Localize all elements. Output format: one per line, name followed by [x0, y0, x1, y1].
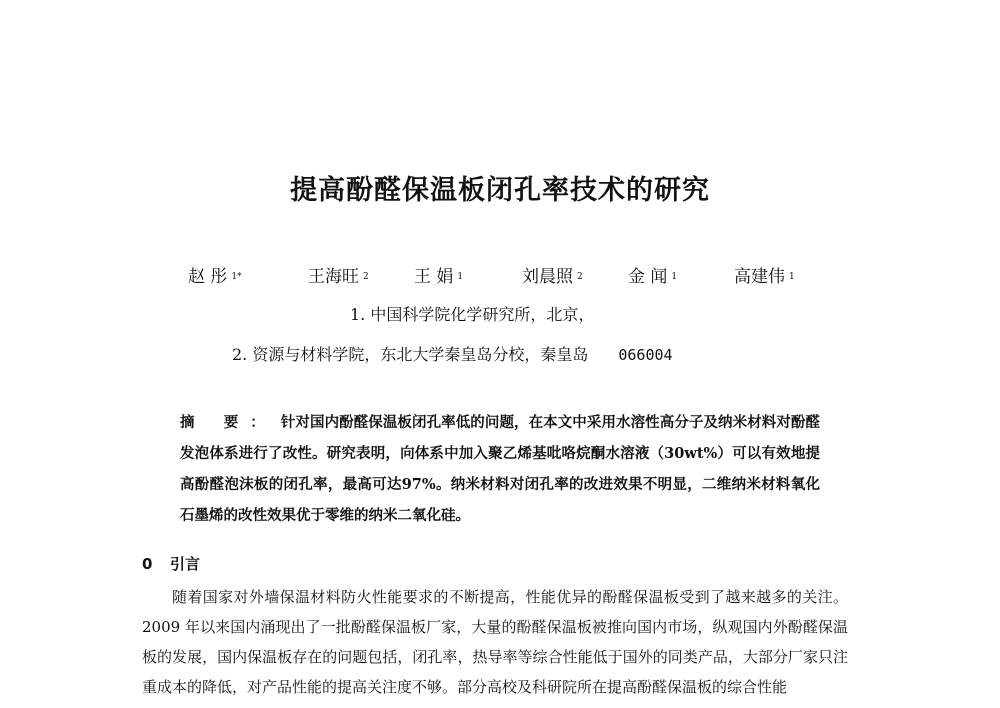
body-paragraph: 随着国家对外墙保温材料防火性能要求的不断提高，性能优异的酚醛保温板受到了越来越多的关注。2009 年以来国内涌现出了一批酚醛保温板厂家，大量的酚醛保温板被推向国内市场，纵观国内外酚醛保温板的发展，国内保温板存在的问题包括，闭孔率，热导率等综合性能低于国外的同类产品，大部分厂家只注重成本的降低，对产品性能的提高关注度不够。部分高校及科研院所在提高酚醛保温板的综合性能: [142, 588, 848, 696]
affiliation-1: [350, 302, 594, 325]
abstract: [180, 407, 820, 531]
author-affiliation-mark: 1: [457, 272, 464, 282]
section-number: 0: [142, 555, 153, 573]
author-2: [308, 262, 369, 287]
author-name: 王海旺: [308, 267, 359, 287]
affiliation-text: 1. 中国科学院化学研究所，北京，: [350, 305, 595, 324]
author-6: [734, 262, 795, 287]
author-affiliation-mark: 1: [789, 272, 795, 282]
affiliation-text: 2. 资源与材料学院，东北大学秦皇岛分校，秦皇岛: [232, 345, 589, 364]
paper-title: 提高酚醛保温板闭孔率技术的研究: [290, 175, 710, 206]
author-1: [188, 262, 242, 287]
author-affiliation-mark: 2: [363, 272, 369, 282]
author-4: [522, 262, 583, 287]
author-name: 赵 彤: [188, 267, 228, 287]
abstract-text: 针对国内酚醛保温板闭孔率低的问题，在本文中采用水溶性高分子及纳米材料对酚醛发泡体系进行了改性。研究表明，向体系中加入聚乙烯基吡咯烷酮水溶液（30wt%）可以有效地提高酚醛泡沫板的闭孔率，最高可达97%。纳米材料对闭孔率的改进效果不明显，二维纳米材料氧化石墨烯的改性效果优于零维的纳米二氧化硅。: [180, 414, 820, 524]
author-5: [628, 262, 677, 287]
author-name: 刘晨照: [522, 267, 573, 287]
author-list: [0, 262, 1000, 290]
author-name: 金 闻: [628, 267, 668, 287]
author-name: 王 娟: [414, 267, 454, 287]
author-affiliation-mark: 1*: [231, 272, 242, 282]
postal-code: 066004: [618, 346, 673, 364]
abstract-label: 摘 要：: [180, 414, 277, 431]
author-affiliation-mark: 1: [671, 272, 678, 282]
section-title: 引言: [170, 555, 201, 573]
author-name: 高建伟: [734, 267, 785, 287]
author-3: [414, 262, 463, 287]
affiliation-2: [232, 342, 673, 365]
body-text: [142, 582, 848, 702]
section-heading: [142, 553, 200, 574]
author-affiliation-mark: 2: [577, 272, 583, 282]
